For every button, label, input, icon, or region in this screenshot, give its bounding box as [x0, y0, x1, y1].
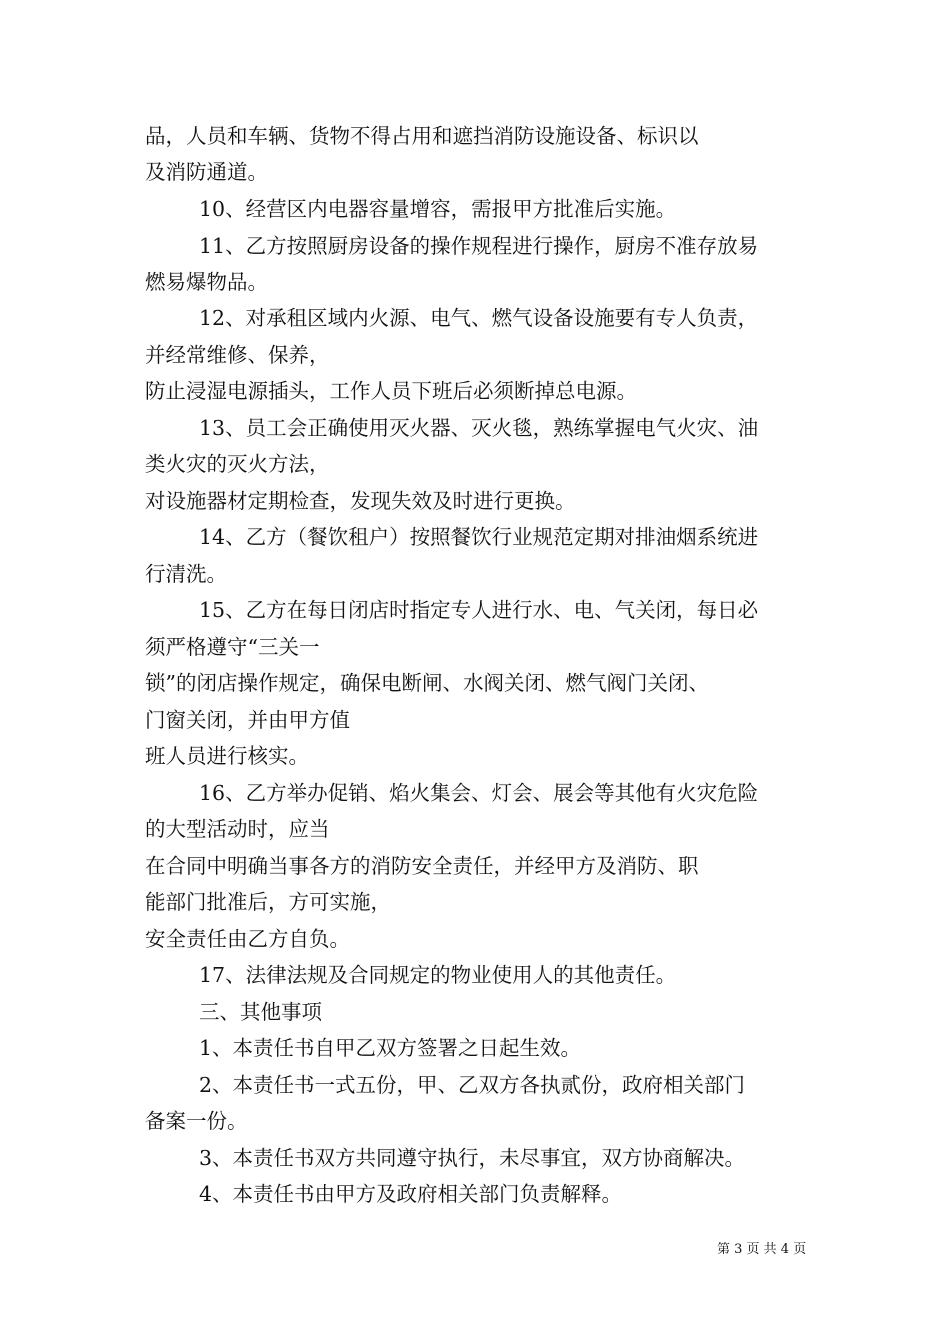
text-line: 3、本责任书双方共同遵守执行，未尽事宜，双方协商解决。: [199, 1146, 746, 1170]
page-number-footer: 第 3 页 共 4 页: [717, 1242, 807, 1257]
text-line: 16、乙方举办促销、焰火集会、灯会、展会等其他有火灾危险: [199, 781, 759, 805]
text-line: 12、对承租区域内火源、电气、燃气设备设施要有专人负责，: [199, 306, 759, 330]
text-line: 17、法律法规及合同规定的物业使用人的其他责任。: [199, 963, 677, 987]
text-line: 班人员进行核实。: [145, 744, 309, 768]
text-line: 4、本责任书由甲方及政府相关部门负责解释。: [199, 1182, 623, 1206]
text-line: 品，人员和车辆、货物不得占用和遮挡消防设施设备、标识以: [145, 124, 699, 148]
text-line: 及消防通道。: [145, 160, 268, 184]
text-line: 须严格遵守“三关一: [145, 635, 320, 659]
text-line: 2、本责任书一式五份，甲、乙双方各执贰份，政府相关部门: [199, 1073, 746, 1097]
text-line: 备案一份。: [145, 1109, 248, 1133]
text-line: 在合同中明确当事各方的消防安全责任，并经甲方及消防、职: [145, 854, 699, 878]
text-line: 门窗关闭，并由甲方值: [145, 708, 350, 732]
text-line: 并经常维修、保养，: [145, 343, 330, 367]
text-line: 锁”的闭店操作规定，确保电断闸、水阀关闭、燃气阀门关闭、: [145, 671, 709, 695]
text-line: 对设施器材定期检查，发现失效及时进行更换。: [145, 489, 576, 513]
text-line: 防止浸湿电源插头，工作人员下班后必须断掉总电源。: [145, 379, 637, 403]
text-line: 燃易爆物品。: [145, 270, 268, 294]
text-line: 的大型活动时，应当: [145, 817, 330, 841]
text-line: 能部门批准后，方可实施，: [145, 890, 391, 914]
text-line: 15、乙方在每日闭店时指定专人进行水、电、气关闭，每日必: [199, 598, 759, 622]
text-line: 13、员工会正确使用灭火器、灭火毯，熟练掌握电气火灾、油: [199, 416, 759, 440]
text-line: 行清洗。: [145, 562, 227, 586]
text-line: 10、经营区内电器容量增容，需报甲方批准后实施。: [199, 197, 677, 221]
text-line: 14、乙方（餐饮租户）按照餐饮行业规范定期对排油烟系统进: [199, 525, 759, 549]
text-line: 类火灾的灭火方法，: [145, 452, 330, 476]
text-line: 11、乙方按照厨房设备的操作规程进行操作，厨房不准存放易: [199, 234, 759, 258]
text-line: 1、本责任书自甲乙双方签署之日起生效。: [199, 1036, 582, 1060]
text-line: 安全责任由乙方自负。: [145, 927, 350, 951]
section-heading: 三、其他事项: [199, 1000, 322, 1024]
